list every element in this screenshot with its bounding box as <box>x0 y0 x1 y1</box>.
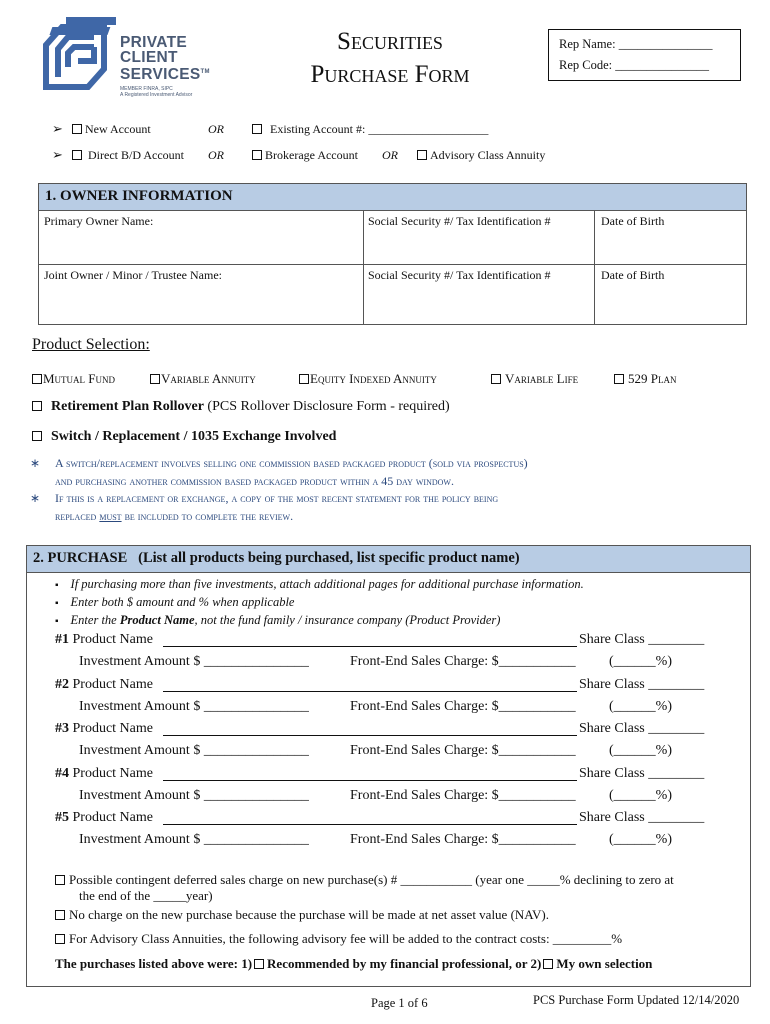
recommended-checkbox[interactable] <box>254 959 264 969</box>
form-version: PCS Purchase Form Updated 12/14/2020 <box>533 993 740 1007</box>
option-equity-indexed-annuity[interactable] <box>299 371 437 387</box>
new-account-option[interactable] <box>72 122 151 137</box>
nav-checkbox[interactable] <box>55 910 65 920</box>
joint-ssn-field[interactable]: Social Security #/ Tax Identification # <box>368 268 551 282</box>
owner-info-section <box>38 183 747 325</box>
logo-text-services: SERVICES™ <box>120 66 210 84</box>
share-class-field[interactable]: Share Class ________ <box>579 676 705 692</box>
product-name-field[interactable] <box>163 810 577 825</box>
product-name-field[interactable] <box>163 632 577 647</box>
investment-amount-field[interactable]: Investment Amount $ _______________ <box>79 787 309 803</box>
share-class-field[interactable]: Share Class ________ <box>579 765 705 781</box>
product-entry <box>55 810 745 855</box>
or-label: OR <box>382 148 398 162</box>
variable-life-checkbox[interactable] <box>491 374 501 384</box>
instruction-1: ▪ If purchasing more than five investments, attach additional pages for additional purchase information. <box>55 577 584 591</box>
switch-checkbox[interactable] <box>32 431 42 441</box>
product-name-row <box>55 632 745 648</box>
rep-code-field[interactable]: Rep Code: _______________ <box>559 58 709 72</box>
share-class-field[interactable]: Share Class ________ <box>579 721 705 736</box>
own-selection-checkbox[interactable] <box>543 959 553 969</box>
sales-charge-percent-field[interactable]: (______%) <box>609 698 672 714</box>
product-entry <box>55 766 745 811</box>
cdsc-checkbox[interactable] <box>55 875 65 885</box>
switch-notes <box>30 455 750 525</box>
switch-option[interactable] <box>32 429 336 445</box>
product-entry <box>55 677 745 722</box>
note2-line2: replaced must be included to complete the review. <box>55 508 294 523</box>
existing-account-checkbox[interactable] <box>252 124 262 134</box>
existing-account-option[interactable] <box>252 122 488 137</box>
rollover-option[interactable] <box>32 399 450 415</box>
brokerage-label: Brokerage Account <box>265 148 358 162</box>
sales-charge-percent-field[interactable]: (______%) <box>609 743 672 758</box>
logo-text-client: CLIENT <box>120 49 178 66</box>
advisory-fee-label: For Advisory Class Annuities, the following advisory fee will be added to the contract costs: _________% <box>69 931 623 946</box>
mutual-fund-label: Mutual Fund <box>43 371 116 386</box>
arrow-bullet-icon: ➢ <box>52 148 63 163</box>
share-class-field[interactable]: Share Class ________ <box>579 810 705 825</box>
front-end-sales-charge-field[interactable]: Front-End Sales Charge: $___________ <box>350 743 576 758</box>
product-name-field[interactable] <box>163 766 577 781</box>
product-name-label: Product Name <box>72 765 153 781</box>
product-number: #2 <box>55 676 69 692</box>
recommended-label: Recommended by my financial professional, or 2) <box>267 956 542 971</box>
option-variable-life[interactable] <box>491 371 578 387</box>
product-name-row <box>55 721 745 737</box>
advisory-fee-checkbox[interactable] <box>55 934 65 944</box>
recommendation-label: The purchases listed above were: 1) <box>55 956 253 971</box>
joint-owner-field[interactable]: Joint Owner / Minor / Trustee Name: <box>44 268 222 282</box>
purchase-heading: 2. PURCHASE (List all products being purchased, list specific product name) <box>27 546 750 573</box>
cdsc-option[interactable] <box>55 872 745 904</box>
logo-ria: A Registered Investment Advisor <box>120 92 193 98</box>
brokerage-checkbox[interactable] <box>252 150 262 160</box>
product-name-row <box>55 677 745 693</box>
product-name-label: Product Name <box>72 721 153 736</box>
529-plan-checkbox[interactable] <box>614 374 624 384</box>
account-row-2 <box>52 148 752 164</box>
sales-charge-percent-field[interactable]: (______%) <box>609 832 672 847</box>
instruction-2: ▪ Enter both $ amount and % when applicable <box>55 595 295 609</box>
direct-bd-label: Direct B/D Account <box>88 148 184 162</box>
sales-charge-percent-field[interactable]: (______%) <box>609 654 672 669</box>
note-marker-icon: ∗ <box>30 491 41 505</box>
product-entry <box>55 721 745 766</box>
product-list <box>55 632 745 855</box>
or-label: OR <box>208 148 224 162</box>
purchase-section <box>26 545 751 987</box>
product-number: #3 <box>55 721 69 736</box>
account-row-1 <box>52 122 752 138</box>
logo-member-finra: MEMBER FINRA, SIPC <box>120 86 173 92</box>
logo-text-private: PRIVATE <box>120 34 187 51</box>
rollover-note: (PCS Rollover Disclosure Form - required) <box>207 399 450 414</box>
nav-option[interactable] <box>55 907 549 923</box>
product-options-row <box>32 371 752 389</box>
primary-dob-field[interactable]: Date of Birth <box>601 214 665 228</box>
existing-account-label: Existing Account #: ____________________ <box>270 122 489 136</box>
product-name-label: Product Name <box>72 676 153 692</box>
sales-charge-percent-field[interactable]: (______%) <box>609 787 672 803</box>
investment-amount-field[interactable]: Investment Amount $ _______________ <box>79 832 309 847</box>
switch-label: Switch / Replacement / 1035 Exchange Involved <box>51 429 337 444</box>
product-name-label: Product Name <box>72 632 153 647</box>
product-number: #1 <box>55 632 69 647</box>
cdsc-label: Possible contingent deferred sales charge on new purchase(s) # ___________ (year one _____% declining to zero at <box>69 872 674 887</box>
advisory-annuity-label: Advisory Class Annuity <box>430 148 546 162</box>
equity-indexed-annuity-label: Equity Indexed Annuity <box>310 371 437 386</box>
new-account-checkbox[interactable] <box>72 124 82 134</box>
product-number: #4 <box>55 765 69 781</box>
product-name-field[interactable] <box>163 721 577 736</box>
note1-line2: and purchasing another commission based packaged product within a 45 day window. <box>55 473 454 488</box>
product-number: #5 <box>55 810 69 825</box>
direct-bd-checkbox[interactable] <box>72 150 82 160</box>
rollover-label: Retirement Plan Rollover <box>51 399 204 414</box>
recommendation-row <box>55 956 652 972</box>
rep-name-field[interactable]: Rep Name: _______________ <box>559 37 713 51</box>
nav-label: No charge on the new purchase because the purchase will be made at net asset value (NAV). <box>69 907 549 922</box>
cdsc-label-2: the end of the _____year) <box>79 888 213 903</box>
front-end-sales-charge-field[interactable]: Front-End Sales Charge: $___________ <box>350 832 576 847</box>
front-end-sales-charge-field[interactable]: Front-End Sales Charge: $___________ <box>350 787 576 803</box>
direct-bd-option[interactable] <box>72 148 184 163</box>
product-name-field[interactable] <box>163 677 577 692</box>
primary-ssn-field[interactable]: Social Security #/ Tax Identification # <box>368 214 551 228</box>
product-name-row <box>55 766 745 782</box>
primary-owner-field[interactable]: Primary Owner Name: <box>44 214 154 228</box>
purchase-instructions <box>55 576 584 630</box>
own-selection-label: My own selection <box>556 956 653 971</box>
form-title-line2: Purchase Form <box>310 61 470 88</box>
note1-line1: A switch/replacement involves selling one commission based packaged product (sold via prospectus) <box>55 456 528 470</box>
share-class-field[interactable]: Share Class ________ <box>579 632 705 647</box>
front-end-sales-charge-field[interactable]: Front-End Sales Charge: $___________ <box>350 654 576 669</box>
arrow-bullet-icon: ➢ <box>52 122 63 137</box>
investment-amount-field[interactable]: Investment Amount $ _______________ <box>79 654 309 669</box>
product-selection-heading: Product Selection: <box>32 336 150 353</box>
option-529-plan[interactable] <box>614 371 676 387</box>
brokerage-option[interactable] <box>252 148 358 163</box>
or-label: OR <box>208 122 224 136</box>
variable-life-label: Variable Life <box>505 371 579 386</box>
investment-amount-field[interactable]: Investment Amount $ _______________ <box>79 743 309 758</box>
owner-info-heading: 1. OWNER INFORMATION <box>39 184 746 211</box>
product-name-label: Product Name <box>72 810 153 825</box>
product-entry <box>55 632 745 677</box>
rollover-checkbox[interactable] <box>32 401 42 411</box>
equity-indexed-annuity-checkbox[interactable] <box>299 374 309 384</box>
form-title-line1: Securities <box>337 28 443 55</box>
variable-annuity-checkbox[interactable] <box>150 374 160 384</box>
option-variable-annuity[interactable] <box>150 371 256 387</box>
new-account-label: New Account <box>85 122 151 136</box>
variable-annuity-label: Variable Annuity <box>161 371 256 386</box>
page-number: Page 1 of 6 <box>371 996 428 1010</box>
instruction-3: ▪ Enter the Product Name, not the fund family / insurance company (Product Provider) <box>55 613 501 627</box>
mutual-fund-checkbox[interactable] <box>32 374 42 384</box>
advisory-annuity-checkbox[interactable] <box>417 150 427 160</box>
investment-amount-field[interactable]: Investment Amount $ _______________ <box>79 698 309 714</box>
note2-line1: If this is a replacement or exchange, a copy of the most recent statement for the policy being <box>55 491 499 505</box>
front-end-sales-charge-field[interactable]: Front-End Sales Charge: $___________ <box>350 698 576 714</box>
logo-mark-icon <box>36 17 116 97</box>
note-marker-icon: ∗ <box>30 456 41 470</box>
product-name-row <box>55 810 745 826</box>
option-mutual-fund[interactable] <box>32 371 115 387</box>
form-title <box>290 25 490 91</box>
advisory-annuity-option[interactable] <box>417 148 545 163</box>
529-plan-label: 529 Plan <box>628 371 677 386</box>
company-logo <box>36 17 236 107</box>
rep-box <box>548 29 741 81</box>
advisory-fee-option[interactable] <box>55 931 622 947</box>
joint-dob-field[interactable]: Date of Birth <box>601 268 665 282</box>
